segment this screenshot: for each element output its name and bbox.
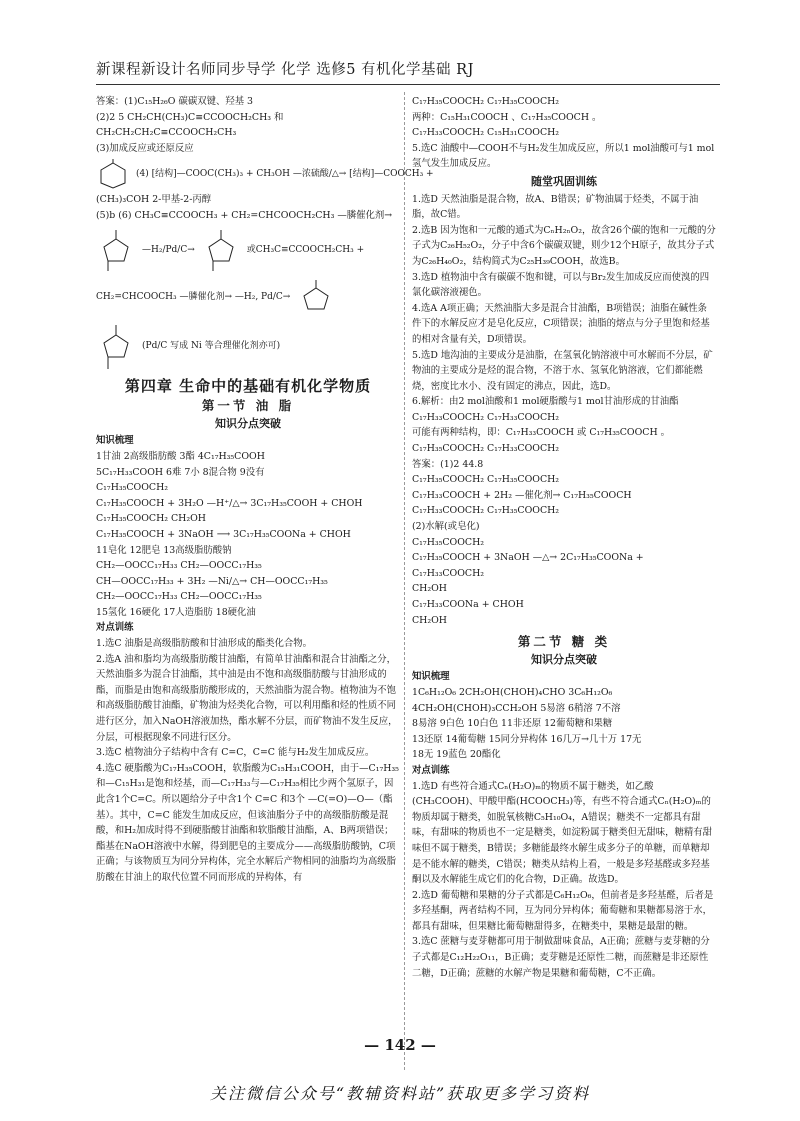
kb-line: 5C₁₇H₃₃COOH 6难 7小 8混合物 9没有 <box>96 466 265 478</box>
practice-item: 5.选C 油酸中—COOH不与H₂发生加成反应，所以1 mol油酸可与1 mol氢气发生加成反应。 <box>412 142 715 170</box>
kb-line: 13还原 14葡萄糖 15同分异构体 16几万→几十万 17无 <box>412 733 642 745</box>
reaction-row <box>96 159 434 189</box>
section-title: 第一节 油 脂 <box>201 398 295 414</box>
knowledge-label: 知识梳理 <box>96 435 134 447</box>
consolidation-item: 1.选D 天然油脂是混合物，故A、B错误；矿物油属于烃类，不属于油脂，故C错。 <box>412 193 699 221</box>
kb-line: C₁₇H₃₅COOCH₂ <box>96 482 169 494</box>
q6-line: (2)水解(或皂化) <box>412 521 480 533</box>
practice-item: 1.选D 有些符合通式Cₙ(H₂O)ₘ的物质不属于糖类，如乙酸(CH₃COOH)、甲酸甲酯(HCOOCH₃)等，有些不符合通式Cₙ(H₂O)ₘ的物质却属于糖类，如脱氧核糖C₅H₁₀O₄，A错误；糖类不一定都具有甜味，有甜味的物质也不一定是糖类，如淀粉属于糖类但无甜味，糖精有甜味但不属于糖类，B错误；多糖能最终水解生成多分子的单糖，而单糖却是不能水解的糖类，C错误；糖类从结构上看，一般是多羟基醛或多羟基酮以及水解能生成它们的化合物，D正确。故选D。 <box>412 780 713 886</box>
q6-line: 可能有两种结构，即：C₁₇H₃₃COOCH 或 C₁₇H₃₅COOCH 。 <box>412 427 670 439</box>
reaction-text: (4) [结构]—COOC(CH₃)₃ + CH₃OH —浓硫酸/△→ [结构]—COOCH₃ + <box>136 168 434 179</box>
cyclopentane-diester-structure <box>96 321 136 373</box>
kb-line: 18无 19蓝色 20酯化 <box>412 749 501 761</box>
kb-line: CH₂—OOCC₁₇H₃₃ CH₂—OOCC₁₇H₃₅ <box>96 560 262 572</box>
kb-line: CH—OOCC₁₇H₃₃ + 3H₂ —Ni/△→ CH—OOCC₁₇H₃₅ <box>96 575 328 587</box>
consolidation-item: 5.选D 地沟油的主要成分是油脂，在氢氧化钠溶液中可水解而不分层，矿物油的主要成分是烃的混合物，不溶于水、氢氧化钠溶液，它们都能燃烧，密度比水小、没有固定的沸点，因此，选D。 <box>412 349 713 392</box>
q6-line: 答案：(1)2 44.8 <box>412 458 484 470</box>
practice-item: 1.选C 油脂是高级脂肪酸和甘油形成的酯类化合物。 <box>96 638 312 650</box>
q6-line: C₁₇H₃₅COOCH + 3NaOH —△→ 2C₁₇H₃₅COONa + <box>412 552 644 564</box>
header-rule <box>96 84 720 85</box>
page-number: — 142 — <box>364 1036 436 1054</box>
answer-line: (CH₃)₃COH 2-甲基-2-丙醇 <box>96 194 212 206</box>
consolidation-item: 4.选A A项正确；天然油脂大多是混合甘油酯，B项错误；油脂在碱性条件下的水解反应才是皂化反应，C项错误；油脂的熔点与分子里饱和烃基的相对含量有关，D项错误。 <box>412 302 710 345</box>
reaction-row <box>96 227 400 275</box>
column-divider <box>404 92 405 1070</box>
practice-item: 3.选C 蔗糖与麦芽糖都可用于制做甜味食品，A正确；蔗糖与麦芽糖的分子式都是C₁₂H₂₂O₁₁，B正确；麦芽糖是还原性二糖，而蔗糖是非还原性二糖，D正确；蔗糖的水解产物是果糖和葡萄糖，C不正确。 <box>412 936 710 979</box>
reaction-text: CH₂=CHCOOCH₃ —膦催化剂→ —H₂, Pd/C→ <box>96 291 291 302</box>
q6-line: C₁₇H₃₃COONa + CHOH <box>412 599 524 610</box>
kb-line: 4CH₂OH(CHOH)₃CCH₂OH 5易溶 6稍溶 7不溶 <box>412 702 621 714</box>
cyclohexanone-structure <box>96 159 130 189</box>
consolidation-title: 随堂巩固训练 <box>531 174 597 188</box>
left-column <box>96 94 434 886</box>
q6-line: C₁₇H₃₃COOCH₂ <box>412 567 485 579</box>
knowledge-label: 知识梳理 <box>412 671 450 683</box>
product-row <box>96 321 400 373</box>
practice-item: 3.选C 植物油分子结构中含有 C=C，C=C 能与H₂发生加成反应。 <box>96 747 375 759</box>
q6-line: C₁₇H₃₅COOCH₂ C₁₇H₃₅COOCH₂ <box>412 474 560 486</box>
structure-line: C₁₇H₃₃COOCH₂ C₁₅H₃₁COOCH₂ <box>412 127 560 139</box>
structure-line: 两种：C₁₅H₃₁COOCH 、C₁₇H₃₅COOCH 。 <box>412 111 602 123</box>
q6-line: CH₂OH <box>412 583 447 595</box>
answer-line: (5)b (6) CH₃C≡CCOOCH₃ + CH₂=CHCOOCH₂CH₃ —膦催化剂→ <box>96 209 393 221</box>
kb-line: CH₂—OOCC₁₇H₃₃ CH₂—OOCC₁₇H₃₅ <box>96 591 262 603</box>
cyclopentene-diester-structure <box>296 278 336 318</box>
q6-line: C₁₇H₃₅COOCH₂ <box>412 536 485 548</box>
kb-line: C₁₇H₃₅COOCH + 3H₂O —H⁺/△→ 3C₁₇H₃₅COOH + CHOH <box>96 497 363 509</box>
q6-line: C₁₇H₃₅COOCH₂ C₁₇H₃₃COOCH₂ <box>412 443 560 455</box>
kb-line: 1甘油 2高级脂肪酸 3酯 4C₁₇H₃₅COOH <box>96 450 265 462</box>
kb-line: C₁₇H₃₅COOCH₂ CH₂OH <box>96 513 206 525</box>
kb-line: 1C₆H₁₂O₆ 2CH₂OH(CHOH)₄CHO 3C₆H₁₂O₆ <box>412 686 613 698</box>
catalyst-note: (Pd/C 写成 Ni 等合理催化剂亦可) <box>142 340 281 351</box>
answer-line: (2)2 5 CH₂CH(CH₃)C≡CCOOCH₂CH₃ 和 <box>96 111 284 123</box>
q6-line: C₁₇H₃₃COOCH₂ C₁₇H₃₃COOCH₂ <box>412 411 560 423</box>
consolidation-item: 2.选B 因为饱和一元酸的通式为CₙH₂ₙO₂，故含26个碳的饱和一元酸的分子式为C₂₆H₅₂O₂，分子中含6个碳碳双键，则少12个H原子，故其分子式为C₂₆H₄₀O₂，结构简式为C₂₅H₃₉COOH，故选B。 <box>412 224 716 267</box>
practice-label: 对点训练 <box>412 764 450 776</box>
reaction-text: 或CH₃C≡CCOOCH₂CH₃ + <box>246 244 365 255</box>
kb-line: 8易溶 9白色 10白色 11非还原 12葡萄糖和果糖 <box>412 718 613 730</box>
kb-line: 15氢化 16硬化 17人造脂肪 18硬化油 <box>96 606 256 618</box>
page-header: 新课程新设计名师同步导学 化学 选修5 有机化学基础 RJ <box>96 62 474 78</box>
practice-label: 对点训练 <box>96 622 134 634</box>
practice-item: 2.选A 油和脂均为高级脂肪酸甘油酯，有简单甘油酯和混合甘油酯之分，天然油脂多为混合甘油酯，其中油是由不饱和高级脂肪酸与甘油形成的酯，而脂是由饱和高级脂肪酸形成的，天然油脂为混合物。植物油为不饱和高级脂肪酸甘油酯，矿物油为烃类化合物，可以利用酯和烃的性质不同进行区分，加入NaOH溶液加热，酯水解不分层，而矿物油不发生反应，分层，可根据现象不同进行区分。 <box>96 653 398 743</box>
q6-line: CH₂OH <box>412 614 447 626</box>
cyclopentene-diester-structure <box>96 227 136 275</box>
consolidation-item: 3.选D 植物油中含有碳碳不饱和键，可以与Br₂发生加成反应而使溴的四氯化碳溶液褪色。 <box>412 271 710 299</box>
right-column <box>412 94 716 981</box>
q6-line: C₁₇H₃₃COOCH₂ C₁₇H₃₅COOCH₂ <box>412 505 560 517</box>
practice-item: 4.选C 硬脂酸为C₁₇H₃₅COOH，软脂酸为C₁₅H₃₁COOH，由于—C₁₇H₃₅和—C₁₅H₃₁是饱和烃基，而—C₁₇H₃₃与—C₁₇H₃₅相比少两个氢原子，因此含1个C=C。所以题给分子中含1个 C=C 和3个 —C(=O)—O—（酯基）。其中，C=C 能发生加成反应，但该油脂分子中的高级脂肪酸是混酸，和H₂加成时得不到硬脂酸甘油酯和软脂酸甘油酯，A、B两项错误；酯基在NaOH溶液中水解，得到肥皂的主要成分——高级脂肪酸钠，C项正确；与该物质互为同分异构体，完全水解后产物相同的油脂均为高级脂肪酸在甘油上的取代位置不同而形成的异构体，有 <box>96 762 399 883</box>
answer-line: 答案：(1)C₁₅H₂₆O 碳碳双键、羟基 3 <box>96 96 254 107</box>
q6-line: C₁₇H₃₃COOCH + 2H₂ —催化剂→ C₁₇H₃₅COOCH <box>412 489 632 501</box>
kb-line: 11皂化 12肥皂 13高级脂肪酸钠 <box>96 544 232 556</box>
consolidation-item: 6.解析：由2 mol油酸和1 mol硬脂酸与1 mol甘油形成的甘油酯 <box>412 396 679 408</box>
answer-line: (3)加成反应或还原反应 <box>96 142 194 154</box>
kb-line: C₁₇H₃₅COOCH + 3NaOH ⟶ 3C₁₇H₃₅COONa + CHOH <box>96 528 351 540</box>
practice-item: 2.选D 葡萄糖和果糖的分子式都是C₆H₁₂O₆，但前者是多羟基醛，后者是多羟基酮，两者结构不同，互为同分异构体；葡萄糖和果糖都易溶于水，都具有甜味，但果糖比葡萄糖甜得多，在糖类中，果糖是最甜的糖。 <box>412 889 714 932</box>
arrow-h2: —H₂/Pd/C→ <box>142 244 195 255</box>
cyclopentane-diester-structure <box>201 227 241 275</box>
section-title: 第二节 糖 类 <box>517 634 611 650</box>
reaction-row <box>96 278 400 318</box>
footer-note: 关注微信公众号“教辅资料站”获取更多学习资料 <box>209 1084 591 1103</box>
subsection-title: 知识分点突破 <box>531 652 597 666</box>
subsection-title: 知识分点突破 <box>215 416 281 430</box>
structure-line: C₁₇H₃₅COOCH₂ C₁₇H₃₅COOCH₂ <box>412 96 560 107</box>
chapter-title: 第四章 生命中的基础有机化学物质 <box>124 376 372 395</box>
answer-line: CH₂CH₂CH₂C≡CCOOCH₂CH₃ <box>96 127 237 139</box>
